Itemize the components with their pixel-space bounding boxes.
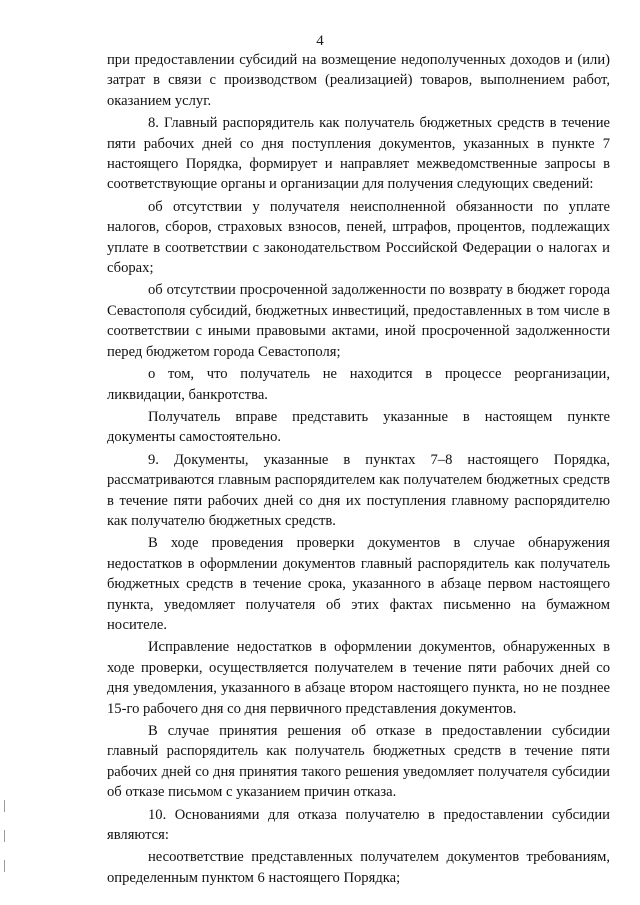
paragraph-deficiencies-correction: Исправление недостатков в оформлении документов, обнаруженных в ходе проверки, осуществляется получателем в течение пяти рабочих дней со дня уведомления, указанного в абзаце втором настоящего пункта, но не позднее 15-го рабочего дня со дня первичного представления документов. <box>107 639 610 717</box>
paragraph-clause-9: 9. Документы, указанные в пунктах 7–8 настоящего Порядка, рассматриваются главным распорядителем как получателем бюджетных средств в течение пяти рабочих дней со дня их поступления главному распорядителю как получателю бюджетных средств. <box>107 451 610 529</box>
paragraph-no-tax-debt: об отсутствии у получателя неисполненной обязанности по уплате налогов, сборов, страховых взносов, пеней, штрафов, процентов, подлежащих уплате в соответствии с законодательством Российской Федерации о налогах и сборах; <box>107 198 610 277</box>
document-body <box>107 50 610 890</box>
scan-edge-mark <box>4 800 5 812</box>
scan-edge-mark <box>4 830 5 842</box>
paragraph-refusal-notice: В случае принятия решения об отказе в предоставлении субсидии главный распорядитель как получатель бюджетных средств в течение пяти рабочих дней со дня принятия такого решения уведомляет получателя субсидии об отказе письмом с указанием причин отказа. <box>107 723 610 801</box>
page-number: 4 <box>316 33 324 49</box>
paragraph-continuation: при предоставлении субсидий на возмещение недополученных доходов и (или) затрат в связи с производством (реализацией) товаров, выполнением работ, оказанием услуг. <box>107 52 610 109</box>
paragraph-no-reorganization: о том, что получатель не находится в процессе реорганизации, ликвидации, банкротства. <box>107 366 610 403</box>
paragraph-deficiencies-found: В ходе проведения проверки документов в случае обнаружения недостатков в оформлении документов главный распорядитель как получатель бюджетных средств в течение срока, указанного в абзаце первом настоящего пункта, уведомляет получателя об этих фактах письменно на бумажном носителе. <box>107 535 610 633</box>
paragraph-clause-10: 10. Основаниями для отказа получателю в предоставлении субсидии являются: <box>107 806 610 844</box>
scan-edge-mark <box>4 860 5 872</box>
paragraph-no-overdue-debt: об отсутствии просроченной задолженности по возврату в бюджет города Севастополя субсидий, бюджетных инвестиций, предоставленных в том числе в соответствии с иными правовыми актами, иной просроченной задолженности перед бюджетом города Севастополя; <box>107 282 610 360</box>
paragraph-noncompliance: несоответствие представленных получателем документов требованиям, определенным пунктом 6 настоящего Порядка; <box>107 849 610 886</box>
paragraph-clause-8: 8. Главный распорядитель как получатель бюджетных средств в течение пяти рабочих дней со дня поступления документов, указанных в пункте 7 настоящего Порядка, формирует и направляет межведомственные запросы в соответствующие органы и организации для получения следующих сведений: <box>107 115 610 193</box>
paragraph-self-submission: Получатель вправе представить указанные в настоящем пункте документы самостоятельно. <box>107 408 610 446</box>
